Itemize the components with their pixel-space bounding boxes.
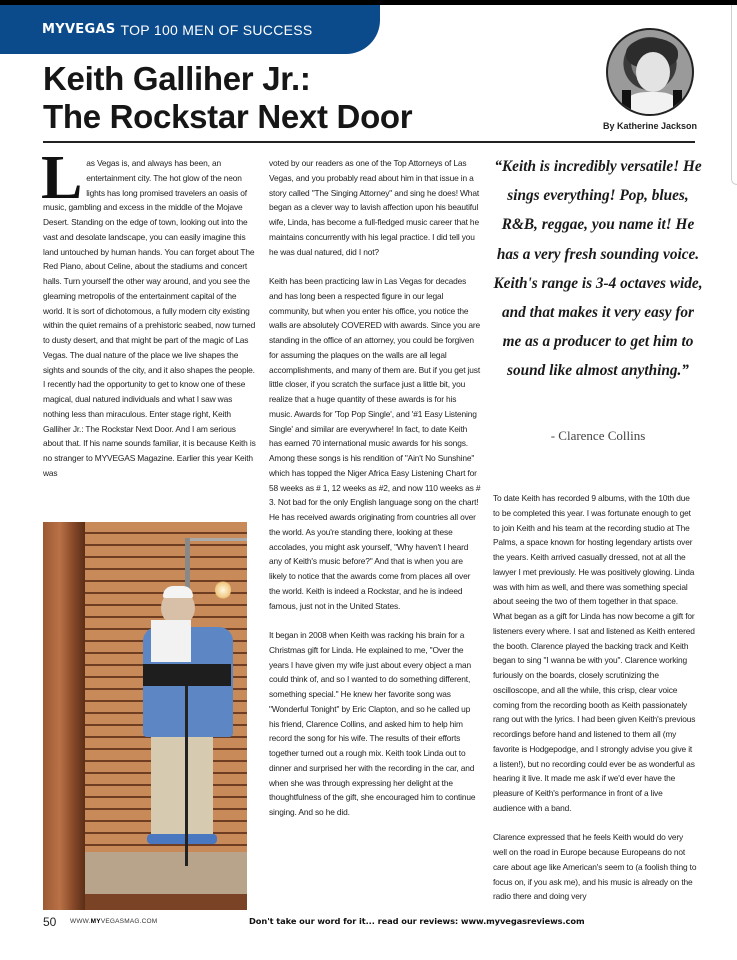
footer-website[interactable]: WWW.MYVEGASMAG.COM — [70, 918, 158, 925]
byline: By Katherine Jackson — [603, 121, 698, 131]
page-edge — [731, 5, 737, 185]
title-line-2: The Rockstar Next Door — [43, 98, 413, 135]
studio-photo — [43, 522, 247, 910]
article-column-3 — [493, 491, 697, 919]
footer-tagline: Don't take our word for it... read our reviews: www.myvegasreviews.com — [249, 916, 585, 926]
title-line-1: Keith Galliher Jr.: — [43, 60, 311, 97]
banner-brand: MYVEGAS — [42, 22, 116, 37]
pull-quote-attribution: - Clarence Collins — [550, 428, 646, 443]
paragraph: as Vegas is, and always has been, an entertainment city. The hot glow of the neon lights has long promised travelers an oasis of music, gambling and excess in the middle of the Mojave Desert. Standing on the edge of town, looking out into the vast and desolate landscape, you can easily imagine this land untouched by human hands. You can forget about The Red Piano, about Celine, about the stadiums and concert halls. Turn yourself the other way around, and you see the gleaming metropolis of the entertainment capital of the world. It is sort of dichotomous, a fully modern city existing within the quiet remains of a prehistoric seabed, now turned to dusty desert, and that might be part of the magic of Las Vegas. The dual nature of the place we live shapes the sights and sounds of the city, and it also shapes the people. I recently had the opportunity to get to know one of these magical, dual natured individuals and what I saw was nothing less than miraculous. Enter stage right, Keith Galliher Jr.: The Rockstar Next Door. And I am serious about that. If his name sounds familiar, it is because Keith is no stranger to MYVEGAS Magazine. Earlier this year Keith was — [43, 158, 256, 478]
page-number: 50 — [43, 915, 57, 929]
banner-title: TOP 100 MEN OF SUCCESS — [120, 21, 313, 38]
paragraph: Clarence expressed that he feels Keith would do very well on the road in Europe because Europeans do not care about age like American's seem to (a foolish thing to focus on, if you ask me), and his music is already on the radio there and doing very — [493, 832, 697, 902]
drop-cap: L — [41, 144, 83, 212]
article-column-1 — [41, 144, 256, 495]
paragraph: voted by our readers as one of the Top Attorneys of Las Vegas, and you probably read about him in that issue in a story called "The Singing Attorney" and sing he does! What began as a clever way to lavish affection upon his beautiful wife, Linda, has become a full-fledged music career that he maintains concurrently with his legal practice. I did tell you he was dual natured, did I not? — [269, 158, 480, 257]
pull-quote: “Keith is incredibly versatile! He sings everything! Pop, blues, R&B, reggae, you name it! He has a very fresh sounding voice. Keith's range is 3-4 octaves wide, and that makes it very easy for me as a producer to get him to sound like almost anything.” — [493, 158, 703, 380]
article-column-2 — [269, 156, 481, 835]
paragraph: Keith has been practicing law in Las Vegas for decades and has long been a respected figure in our legal community, but when you enter his office, you notice the walls are absolutely COVERED with awards. Since you are standing in the office of an attorney, you could be forgiven for assuming the plaques on the walls are all legal accomplishments, and many of them are. But if you get just little closer, if you scratch the surface just a little bit, you realize that a huge quantity of these awards is for his music. Awards for 'Top Pop Single', and '#1 Easy Listening Single' and similar are everywhere! In fact, to date Keith has earned 70 international music awards for his songs. Among these songs is his rendition of "Ain't No Sunshine" which has topped the Niger Africa Easy Listening Chart for 58 weeks as # 1, 12 weeks as #2, and now 110 weeks as # 3. Not bad for the only English language song on the chart! He has received awards originating from countries all over the world. As you're standing there, looking at these accolades, you might ask yourself, "Why haven't I heard any of Keith's music before?" And that is when you are likely to notice that the awards come from places all over the world. Keith is indeed a Rockstar, and he is indeed famous, just not in the United States. — [269, 276, 481, 611]
paragraph: It began in 2008 when Keith was racking his brain for a Christmas gift for Linda. He explained to me, "Over the years I have given my wife just about every object a man could think of, and so I wanted to do something different, something special." He knew her favorite song was "Wonderful Tonight" by Eric Clapton, and so he called up his friend, Clarence Collins, and asked him to help him record the song for his wife. The results of their efforts together turned out a rough mix. Keith took Linda out to dinner and surprised her with the recording in the car, and when she was through expressing her delight at the thoughtfulness of the gift, she encouraged him to continue singing. And so he did. — [269, 630, 476, 817]
paragraph: To date Keith has recorded 9 albums, with the 10th due to be completed this year. I was fortunate enough to get to join Keith and his team at the recording studio at The Palms, a space known for hosting legendary artists over the years. Keith arrived casually dressed, not at all the lawyer I met previously. He was positively glowing. Linda was with him as well, and there was something special about seeing the two of them together in that space. What began as a gift for Linda has now become a gift for listeners every where. I sat and listened as Keith entered the booth. Clarence played the backing track and Keith began to sing "I wanna be with you". Clarence working furiously on the boards, closely scrutinizing the oscilloscope, and all the while, this crisp, clear voice coming from the recording booth as Keith passionately rang out with the lyrics. I had been given Keith's previous recordings before hand and listened to them all (my favorite is Hodgepodge, and I strongly advise you give it a listen!), but no recording could ever be as wonderful as hearing it live. It made me ask if we'd ever have the pleasure of Keith's performance in front of a live audience with a band. — [493, 493, 696, 813]
author-avatar — [606, 28, 694, 116]
article-title — [43, 60, 412, 136]
section-banner — [0, 5, 380, 54]
header-divider — [43, 141, 695, 143]
